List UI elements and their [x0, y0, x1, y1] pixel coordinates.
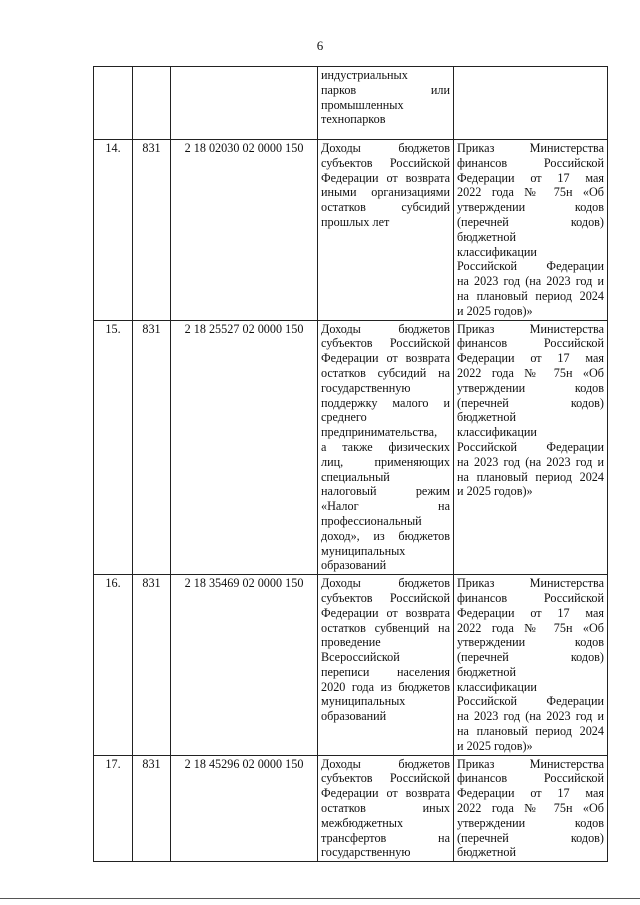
text-line: Приказ Министерства — [457, 756, 604, 771]
text-line: 2022 года № 75н «Об — [457, 620, 604, 635]
admin-code: 831 — [133, 320, 171, 575]
income-name — [318, 140, 454, 321]
text-line: (перечней кодов) — [457, 830, 604, 845]
text-line: Приказ Министерства — [457, 576, 604, 591]
text-line: классификации — [457, 244, 537, 259]
text-line: Доходы бюджетов — [321, 321, 450, 336]
table-row — [94, 575, 608, 756]
text-line: финансов Российской — [457, 155, 604, 170]
text-line: образований — [321, 558, 387, 573]
text-line: доход», из бюджетов — [321, 528, 450, 543]
text-line: муниципальных — [321, 543, 406, 558]
legal-basis — [454, 320, 608, 575]
table-row — [94, 755, 608, 862]
text-line: государственную — [321, 845, 411, 860]
text-line: на 2023 год (на 2023 год и — [457, 709, 604, 724]
text-line: субъектов Российской — [321, 155, 450, 170]
text-line: Федерации от возврата — [321, 605, 450, 620]
text-line: остатков субвенций на — [321, 620, 450, 635]
text-line: утверждении кодов — [457, 635, 604, 650]
text-line: межбюджетных — [321, 815, 404, 830]
revenue-codes-table — [93, 66, 608, 862]
cell-num — [94, 67, 133, 140]
budget-classification-code: 2 18 45296 02 0000 150 — [171, 755, 318, 862]
text-line: и 2025 годов)» — [457, 303, 533, 318]
text-line: проведение — [321, 635, 381, 650]
text-line: 2022 года № 75н «Об — [457, 365, 604, 380]
income-name — [318, 320, 454, 575]
page-edge-line — [0, 898, 640, 899]
table-row — [94, 140, 608, 321]
legal-basis — [454, 755, 608, 862]
text-line: трансфертов на — [321, 830, 450, 845]
text-line: на 2023 год (на 2023 год и — [457, 274, 604, 289]
text-line: поддержку малого и — [321, 395, 450, 410]
text-line: индустриальных — [321, 68, 408, 82]
text-line: остатков иных — [321, 801, 450, 816]
text-line: на 2023 год (на 2023 год и — [457, 454, 604, 469]
budget-classification-code: 2 18 25527 02 0000 150 — [171, 320, 318, 575]
text-line: бюджетной — [457, 229, 517, 244]
text-line: профессиональный — [321, 513, 422, 528]
text-line: переписи населения — [321, 664, 450, 679]
text-line: муниципальных — [321, 694, 406, 709]
text-line: Федерации от 17 мая — [457, 605, 604, 620]
text-line: Федерации от возврата — [321, 170, 450, 185]
text-line: утверждении кодов — [457, 380, 604, 395]
text-line: на плановый период 2024 — [457, 469, 604, 484]
text-line: (перечней кодов) — [457, 214, 604, 229]
text-line: иными организациями — [321, 185, 450, 200]
text-line: Доходы бюджетов — [321, 576, 450, 591]
text-line: на плановый период 2024 — [457, 288, 604, 303]
text-line: лиц, применяющих — [321, 454, 450, 469]
text-line: Российской Федерации — [457, 439, 604, 454]
text-line: субъектов Российской — [321, 590, 450, 605]
text-line: и 2025 годов)» — [457, 738, 533, 753]
text-line: субъектов Российской — [321, 336, 450, 351]
text-line: 2020 года из бюджетов — [321, 679, 450, 694]
text-line: бюджетной — [457, 845, 517, 860]
text-line: Федерации от возврата — [321, 786, 450, 801]
cell-name — [318, 67, 454, 140]
text-line: утверждении кодов — [457, 815, 604, 830]
text-line: (перечней кодов) — [457, 650, 604, 665]
text-line: 2022 года № 75н «Об — [457, 185, 604, 200]
text-line: Федерации от 17 мая — [457, 170, 604, 185]
page-number: 6 — [316, 38, 324, 53]
admin-code: 831 — [133, 140, 171, 321]
text-line: предпринимательства, — [321, 425, 438, 440]
text-line: Доходы бюджетов — [321, 756, 450, 771]
text-line: 2022 года № 75н «Об — [457, 801, 604, 816]
cell-code — [171, 67, 318, 140]
row-number: 15. — [94, 320, 133, 575]
text-line: финансов Российской — [457, 590, 604, 605]
text-line: Доходы бюджетов — [321, 141, 450, 155]
text-line: Федерации от 17 мая — [457, 786, 604, 801]
text-line: Федерации от 17 мая — [457, 351, 604, 366]
text-line: классификации — [457, 425, 537, 440]
cell-basis — [454, 67, 608, 140]
legal-basis — [454, 575, 608, 756]
text-line: «Налог на — [321, 499, 450, 514]
budget-classification-code: 2 18 35469 02 0000 150 — [171, 575, 318, 756]
text-line: Приказ Министерства — [457, 141, 604, 155]
text-line: образований — [321, 709, 387, 724]
legal-basis — [454, 140, 608, 321]
text-line: среднего — [321, 410, 367, 425]
text-line: Приказ Министерства — [457, 321, 604, 336]
text-line: финансов Российской — [457, 336, 604, 351]
text-line: финансов Российской — [457, 771, 604, 786]
text-line: утверждении кодов — [457, 200, 604, 215]
text-line: субъектов Российской — [321, 771, 450, 786]
text-line: парков или — [321, 82, 450, 97]
text-line: Федерации от возврата — [321, 351, 450, 366]
cell-admin — [133, 67, 171, 140]
text-line: налоговый режим — [321, 484, 450, 499]
admin-code: 831 — [133, 755, 171, 862]
income-name — [318, 755, 454, 862]
text-line: (перечней кодов) — [457, 395, 604, 410]
text-line: классификации — [457, 679, 537, 694]
row-number: 17. — [94, 755, 133, 862]
text-line: специальный — [321, 469, 390, 484]
admin-code: 831 — [133, 575, 171, 756]
text-line: остатков субсидий — [321, 200, 450, 215]
budget-classification-code: 2 18 02030 02 0000 150 — [171, 140, 318, 321]
text-line: Всероссийской — [321, 650, 400, 665]
text-line: остатков субсидий на — [321, 365, 450, 380]
text-line: на плановый период 2024 — [457, 724, 604, 739]
table-row — [94, 320, 608, 575]
text-line: Российской Федерации — [457, 259, 604, 274]
text-line: технопарков — [321, 112, 386, 127]
row-number: 16. — [94, 575, 133, 756]
table-row-continuation — [94, 67, 608, 140]
text-line: промышленных — [321, 97, 404, 112]
text-line: прошлых лет — [321, 214, 390, 229]
text-line: а также физических — [321, 439, 450, 454]
text-line: Российской Федерации — [457, 694, 604, 709]
text-line: бюджетной — [457, 664, 517, 679]
income-name — [318, 575, 454, 756]
text-line: и 2025 годов)» — [457, 484, 533, 499]
text-line: государственную — [321, 380, 411, 395]
row-number: 14. — [94, 140, 133, 321]
text-line: бюджетной — [457, 410, 517, 425]
